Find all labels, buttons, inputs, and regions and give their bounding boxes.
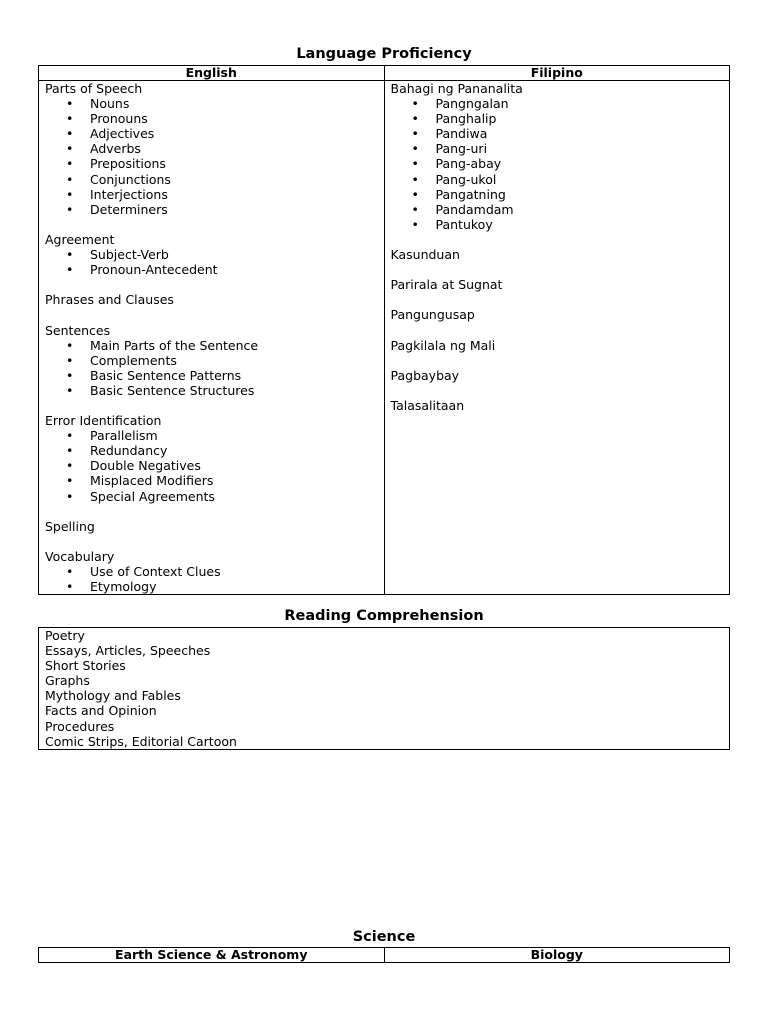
reading-topic-item: Short Stories: [45, 658, 126, 674]
filipino-subtopic-item: • Pandamdam: [391, 202, 730, 217]
english-subtopic-item: • Pronoun-Antecedent: [45, 262, 384, 277]
english-topic-heading: Vocabulary: [45, 548, 115, 564]
language-header-row: [39, 66, 730, 81]
english-topic-heading: Agreement: [45, 231, 115, 247]
filipino-topic-heading: Pagkilala ng Mali: [390, 337, 496, 353]
english-topics-cell: [39, 81, 385, 595]
filipino-topic-group: [391, 368, 730, 383]
english-topic-heading: Sentences: [45, 322, 111, 338]
filipino-subtopic-item: • Pantukoy: [391, 217, 730, 232]
english-subtopic-item: • Prepositions: [45, 156, 384, 171]
filipino-column-header: Filipino: [384, 66, 730, 81]
reading-body-row: [39, 628, 730, 750]
science-title: Science: [352, 929, 416, 945]
english-subtopic-item: • Basic Sentence Patterns: [45, 368, 384, 383]
filipino-topic-group: [391, 307, 730, 322]
english-column-header: English: [39, 66, 385, 81]
english-subtopic-item: • Basic Sentence Structures: [45, 383, 384, 398]
filipino-subtopic-item: • Pandiwa: [391, 126, 730, 141]
english-subtopic-item: • Use of Context Clues: [45, 564, 384, 579]
english-subtopic-item: • Pronouns: [45, 111, 384, 126]
english-subtopic-item: • Conjunctions: [45, 172, 384, 187]
english-topic-group: [45, 323, 384, 398]
english-topic-group: [45, 549, 384, 594]
reading-topic-item: Facts and Opinion: [45, 703, 157, 719]
english-subtopic-item: • Adverbs: [45, 141, 384, 156]
filipino-topic-heading: Bahagi ng Pananalita: [390, 81, 523, 96]
filipino-subtopic-list: [391, 96, 730, 232]
filipino-topic-heading: Talasalitaan: [390, 397, 465, 413]
english-topic-group: [45, 81, 384, 217]
english-subtopic-list: [45, 96, 384, 217]
filipino-topic-group: [391, 398, 730, 413]
english-subtopic-item: • Redundancy: [45, 443, 384, 458]
english-subtopic-item: • Subject-Verb: [45, 247, 384, 262]
science-table: [38, 947, 730, 963]
filipino-subtopic-item: • Pang-ukol: [391, 172, 730, 187]
english-subtopic-list: [45, 247, 384, 277]
filipino-topic-group: [391, 247, 730, 262]
filipino-subtopic-item: • Pang-abay: [391, 156, 730, 171]
english-subtopic-list: [45, 338, 384, 398]
english-topic-heading: Error Identification: [45, 413, 162, 429]
english-subtopic-item: • Special Agreements: [45, 489, 384, 504]
english-subtopic-item: • Main Parts of the Sentence: [45, 338, 384, 353]
reading-topic-item: Mythology and Fables: [45, 688, 181, 704]
filipino-topic-group: [391, 277, 730, 292]
filipino-subtopic-item: • Panghalip: [391, 111, 730, 126]
english-topic-group: [45, 292, 384, 307]
reading-comprehension-table: [38, 627, 730, 750]
earth-science-column-header: Earth Science & Astronomy: [39, 948, 385, 963]
reading-topic-item: Essays, Articles, Speeches: [45, 643, 211, 659]
english-subtopic-item: • Etymology: [45, 579, 384, 594]
english-topic-heading: Parts of Speech: [45, 81, 143, 96]
english-subtopic-item: • Complements: [45, 353, 384, 368]
filipino-subtopic-item: • Pangatning: [391, 187, 730, 202]
english-subtopic-item: • Double Negatives: [45, 458, 384, 473]
filipino-topics-cell: [384, 81, 730, 595]
filipino-subtopic-item: • Pang-uri: [391, 141, 730, 156]
filipino-subtopic-item: • Pangngalan: [391, 96, 730, 111]
filipino-topic-group: [391, 338, 730, 353]
filipino-topic-heading: Pagbaybay: [390, 367, 460, 383]
english-topic-heading: Spelling: [45, 518, 95, 534]
filipino-topic-heading: Kasunduan: [390, 247, 460, 263]
reading-topic-item: Poetry: [45, 628, 85, 643]
language-proficiency-title: Language Proficiency: [296, 46, 472, 62]
english-subtopic-list: [45, 428, 384, 503]
filipino-topic-heading: Parirala at Sugnat: [390, 277, 503, 293]
english-subtopic-item: • Misplaced Modifiers: [45, 473, 384, 488]
english-subtopic-list: [45, 564, 384, 594]
reading-topic-item: Comic Strips, Editorial Cartoon: [45, 733, 237, 749]
language-proficiency-table: [38, 65, 730, 595]
biology-column-header: Biology: [384, 948, 730, 963]
reading-topic-item: Graphs: [45, 673, 90, 689]
english-subtopic-item: • Nouns: [45, 96, 384, 111]
english-subtopic-item: • Parallelism: [45, 428, 384, 443]
english-topic-heading: Phrases and Clauses: [45, 292, 174, 308]
filipino-topic-heading: Pangungusap: [390, 307, 475, 323]
reading-comprehension-title: Reading Comprehension: [284, 608, 484, 624]
reading-topics-cell: [39, 628, 730, 750]
english-topic-group: [45, 519, 384, 534]
english-topic-group: [45, 413, 384, 504]
reading-topic-item: Procedures: [45, 718, 115, 734]
english-subtopic-item: • Interjections: [45, 187, 384, 202]
english-subtopic-item: • Determiners: [45, 202, 384, 217]
english-topic-group: [45, 232, 384, 277]
science-header-row: [39, 948, 730, 963]
filipino-topic-group: [391, 81, 730, 232]
language-body-row: [39, 81, 730, 595]
english-subtopic-item: • Adjectives: [45, 126, 384, 141]
